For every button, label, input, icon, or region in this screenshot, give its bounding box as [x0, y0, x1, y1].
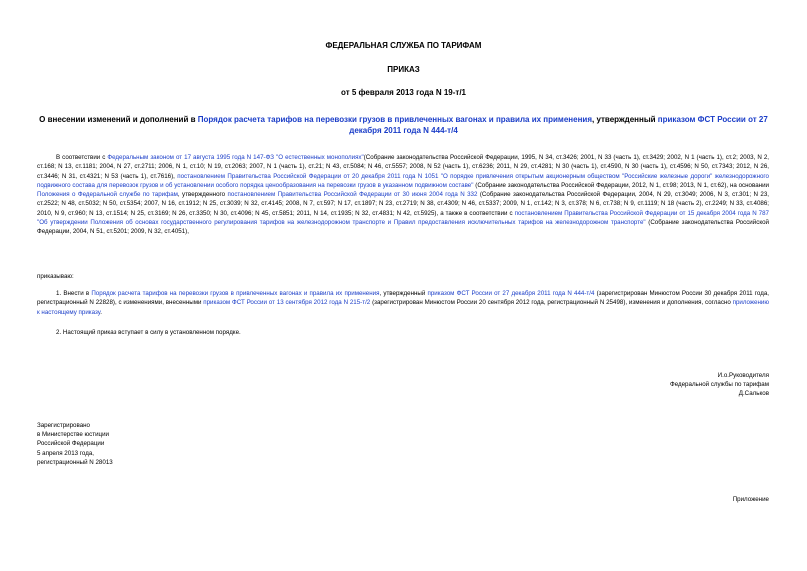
preamble-text: В соответствии с — [56, 154, 108, 161]
procedure-link[interactable]: Порядок расчета тарифов на перевозки грузов в привлеченных вагонах и правила их применения — [91, 290, 380, 297]
procedure-link[interactable]: Порядок расчета тарифов на перевозки грузов в привлеченных вагонах и правила их применения — [197, 115, 592, 124]
signature-agency: Федеральной службы по тарифам — [670, 381, 769, 389]
item-text: . — [100, 308, 102, 316]
signature-name: Д.Сальков — [738, 390, 769, 398]
preamble-text: (Собрание законодательства Российской Федерации, 2012, N 1, ст.98; 2013, N 1, ст.62), на основании — [473, 181, 769, 189]
item-1-paragraph — [37, 289, 769, 317]
registration-line: в Министерстве юстиции — [37, 431, 110, 439]
signature-position: И.о.Руководителя — [717, 372, 769, 379]
registration-line: регистрационный N 28013 — [37, 458, 113, 466]
order-215-link[interactable]: приказом ФСТ России от 13 сентября 2012 года N 215-т/2 — [203, 299, 371, 307]
preamble-text: (Собрание законодательства Российской Федерации, 2004, N 51, ст.5201; 2009, N 32, ст.4051), — [37, 219, 769, 236]
preamble-text: , утвержденного — [177, 191, 228, 199]
order-word: приказываю: — [37, 273, 74, 280]
document-title — [30, 114, 777, 136]
resolution-332-link[interactable]: постановлением Правительства Российской Федерации от 30 июня 2004 года N 332 — [227, 191, 478, 199]
registration-line: Зарегистрировано — [37, 422, 90, 429]
registration-line: Российской Федерации — [37, 440, 105, 448]
agency-name: ФЕДЕРАЛЬНАЯ СЛУЖБА ПО ТАРИФАМ — [325, 41, 482, 50]
title-text: , утвержденный — [592, 115, 658, 124]
order-444-link[interactable]: приказом ФСТ России от 27 декабря 2011 года N 444-т/4 — [427, 290, 595, 297]
document-type: ПРИКАЗ — [387, 65, 420, 74]
signature-block — [670, 371, 769, 399]
resolution-787-link[interactable]: постановлением Правительства Российской Федерации от 15 декабря 2004 года N 787 "Об утверждении Положения об основах государственного регулирования тарифов на железнодорожном транспорте и Правил предоставления исключительных тарифов на железнодорожном транспорте" — [37, 209, 769, 227]
registration-line: 5 апреля 2013 года, — [37, 449, 94, 457]
preamble-text: (Собрание законодательства Российской Федерации, 1995, N 34, ст.3426; 2001, N 33 (часть 1), ст.3429; 2002, N 1 (часть 1), ст.2; 2003, N 2, ст.168; N 13, ст.1181; 2004, N 27, ст.2711; 2006, N 1, ст.10; N 19, ст.2063; 2007, N 1 (часть 1), ст.21; N 43, ст.5084; N 46, ст.5557; 2008, N 52 (часть 1), ст.6236; 2011, N 29, ст.4281; N 30 (часть 1), ст.4590, N 30 (часть 1), ст.4596; N 50, ст.7343; 2012, N 26, ст.3446; N 31, ст.4321; N 53 (часть 1), ст.7616), — [37, 154, 770, 180]
item-text: (зарегистрирован Минюстом России 20 сентября 2012 года, регистрационный N 25498), изменения и дополнения, согласно — [370, 299, 733, 307]
preamble-text: (Собрание законодательства Российской Федерации, 2004, N 29, ст.3049; 2006, N 3, ст.301; N 23, ст.2522; N 48, ст.5032; N 50, ст.5354; 2007, N 16, ст.1912; N 25, ст.3039; N 32, ст.4145; 2008, N 7, ст.597; N 17, ст.1897; N 23, ст.2719; N 38, ст.4309; N 46, ст.5337; 2009, N 1, ст.142; N 3, ст.378; N 6, ст.738; N 9, ст.1119; N 18 (часть 2), ст.2249; N 33, ст.4086; 2010, N 9, ст.960; N 13, ст.1514; N 25, ст.3169; N 26, ст.3350; N 30, ст.4096; N 45, ст.5851; 2011, N 14, ст.1935; N 32, ст.4831; N 42, ст.5925), а также в соответствии с — [37, 191, 769, 217]
item-2-paragraph — [37, 328, 769, 337]
appendix-link[interactable]: приложению к настоящему приказу — [37, 299, 769, 316]
item-text: (зарегистрирован Минюстом России 30 декабря 2011 года, регистрационный N 22828), с изменениями, внесенными — [37, 290, 769, 307]
resolution-1051-link[interactable]: постановлением Правительства Российской Федерации от 20 декабря 2011 года N 1051 "О порядке привлечения открытым акционерным обществом "Российские железные дороги" железнодорожного подвижного состава для перевозок грузов и об установлении особого порядка ценообразования на перевозки грузов в указанном подвижном составе" — [37, 172, 769, 189]
document-date-number: от 5 февраля 2013 года N 19-т/1 — [341, 88, 466, 97]
appendix-label: Приложение — [732, 496, 769, 503]
preamble-paragraph — [37, 153, 769, 237]
federal-law-147-link[interactable]: Федеральным законом от 17 августа 1995 года N 147-ФЗ "О естественных монополиях" — [107, 154, 364, 161]
fst-regulation-link[interactable]: Положения о Федеральной службе по тарифам — [37, 191, 178, 199]
item-text: 2. Настоящий приказ вступает в силу в установленном порядке. — [56, 329, 241, 336]
registration-block — [37, 421, 113, 467]
title-text: О внесении изменений и дополнений в — [39, 115, 198, 124]
item-text: 1. Внести в — [56, 290, 92, 297]
order-444-link[interactable]: приказом ФСТ России от 27 декабря 2011 года N 444-т/4 — [349, 115, 768, 135]
item-text: , утвержденный — [379, 290, 428, 297]
